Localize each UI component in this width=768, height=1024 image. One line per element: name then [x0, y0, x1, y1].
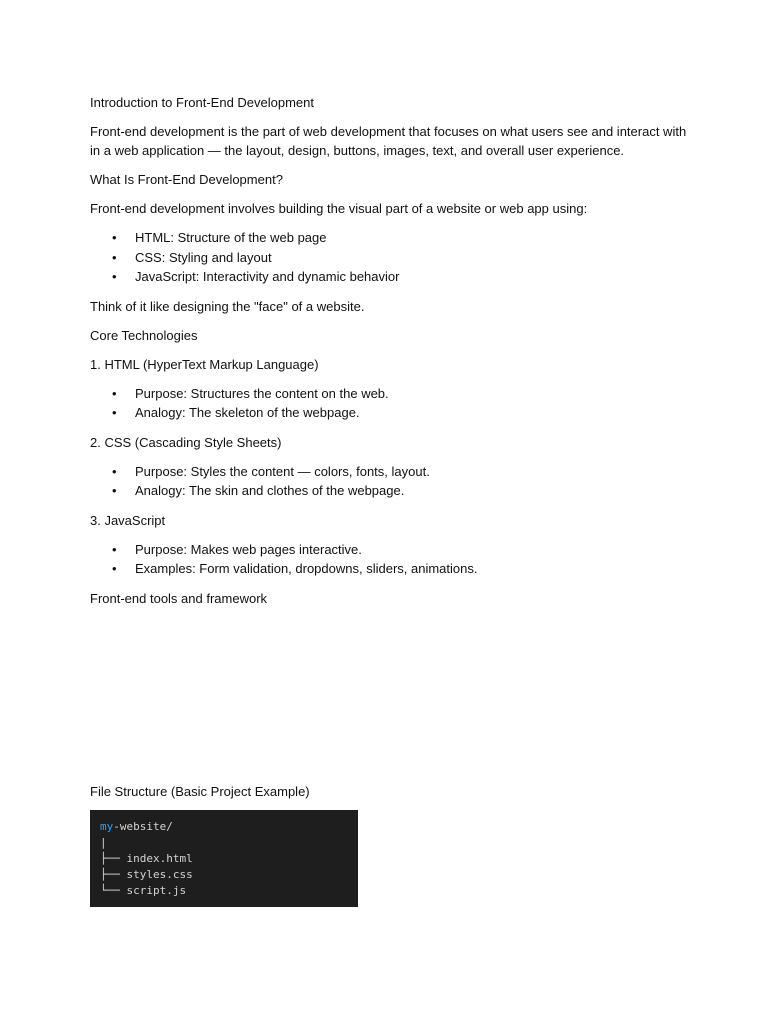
list-item: • HTML: Structure of the web page [90, 228, 690, 248]
bullet-icon: • [112, 561, 117, 576]
code-line-file: ├── index.html [100, 852, 193, 865]
bullet-icon: • [112, 230, 117, 245]
what-paragraph: Front-end development involves building the visual part of a website or web app using: [90, 201, 588, 216]
think-paragraph: Think of it like designing the "face" of a website. [90, 298, 365, 314]
what-heading: What Is Front-End Development? [90, 172, 283, 187]
bullet-icon: • [112, 249, 117, 265]
code-line-file: └── script.js [100, 884, 187, 897]
list-item: • Analogy: The skin and clothes of the webpage. [90, 481, 690, 501]
js-list [90, 540, 690, 579]
bullet-icon: • [112, 385, 117, 401]
document-page [90, 93, 690, 801]
file-tree-code-block [90, 810, 358, 907]
code-line-root: my-website/ [100, 820, 173, 833]
intro-paragraph: Front-end development is the part of web development that focuses on what users see and interact with in a web application — the layout, design, buttons, images, text, and overall user experience. [90, 124, 687, 158]
list-item: • JavaScript: Interactivity and dynamic behavior [90, 267, 690, 287]
blank-space [90, 608, 690, 782]
html-list [90, 384, 690, 423]
css-heading: 2. CSS (Cascading Style Sheets) [90, 434, 282, 450]
bullet-icon: • [112, 269, 117, 284]
list-item: • CSS: Styling and layout [90, 248, 690, 268]
bullet-icon: • [112, 541, 117, 557]
list-item: • Examples: Form validation, dropdowns, sliders, animations. [90, 559, 690, 579]
list-item: • Purpose: Makes web pages interactive. [90, 540, 690, 560]
bullet-icon: • [112, 483, 117, 498]
list-item: • Analogy: The skeleton of the webpage. [90, 403, 690, 423]
bullet-icon: • [112, 405, 117, 420]
bullet-icon: • [112, 463, 117, 479]
list-item: • Purpose: Structures the content on the web. [90, 384, 690, 404]
what-list [90, 228, 690, 287]
list-item: • Purpose: Styles the content — colors, fonts, layout. [90, 462, 690, 482]
tools-heading: Front-end tools and framework [90, 590, 268, 606]
js-heading: 3. JavaScript [90, 512, 166, 528]
file-structure-heading: File Structure (Basic Project Example) [90, 783, 310, 799]
code-line-pipe: | [100, 836, 107, 849]
doc-title: Introduction to Front-End Development [90, 95, 315, 110]
css-list [90, 462, 690, 501]
code-line-file: ├── styles.css [100, 868, 193, 881]
core-heading: Core Technologies [90, 327, 198, 343]
html-heading: 1. HTML (HyperText Markup Language) [90, 356, 319, 372]
